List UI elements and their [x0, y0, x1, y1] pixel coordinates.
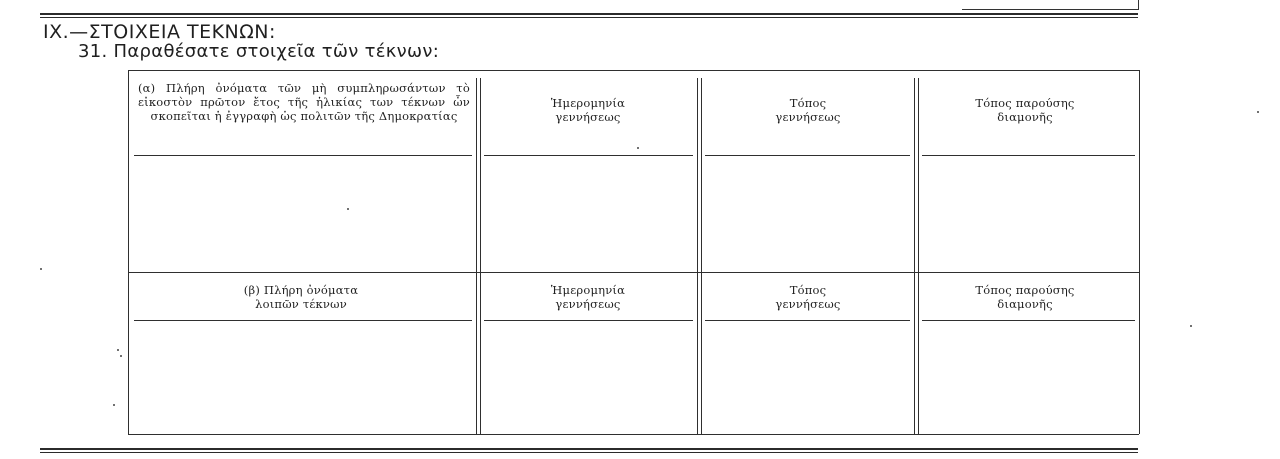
table-left-border	[128, 70, 129, 434]
col-divider	[701, 78, 702, 434]
birth-place-field[interactable]	[705, 160, 910, 268]
header-birth-place: Τόπος γεννήσεως	[775, 283, 841, 311]
question-31: 31. Παραθέσατε στοιχεῖα τῶν τέκνων:	[78, 41, 440, 62]
header-birth-date: Ἡμερομηνία γεννήσεως	[550, 96, 626, 124]
header-residence: Τόπος παρούσης διαμονῆς	[975, 96, 1075, 124]
header-other-children-names: (β) Πλήρη ὀνόματα λοιπῶν τέκνων	[243, 283, 359, 311]
header-underline	[922, 320, 1135, 321]
scan-speck	[117, 349, 119, 351]
scan-speck	[1257, 111, 1259, 113]
residence-field[interactable]	[922, 325, 1135, 430]
header-underline	[922, 155, 1135, 156]
scan-speck	[347, 208, 349, 210]
header-underline	[484, 155, 693, 156]
scan-speck	[637, 147, 639, 149]
header-underline	[705, 155, 910, 156]
col-divider	[914, 78, 915, 434]
top-rule	[40, 13, 1138, 15]
col-divider	[480, 78, 481, 434]
section-divider	[128, 272, 1139, 273]
birth-date-field[interactable]	[484, 160, 693, 268]
other-children-names-field[interactable]	[134, 325, 472, 430]
header-underline	[484, 320, 693, 321]
section-title: IX.—ΣΤΟΙΧΕΙΑ ΤΕΚΝΩΝ:	[43, 21, 276, 43]
scan-speck	[1190, 325, 1192, 327]
top-rule-thin	[40, 17, 1138, 18]
bottom-rule-thin	[40, 452, 1138, 453]
scan-speck	[40, 268, 42, 270]
header-birth-date: Ἡμερομηνία γεννήσεως	[550, 283, 626, 311]
top-box-edge	[962, 0, 1139, 10]
birth-date-field[interactable]	[484, 325, 693, 430]
header-birth-place: Τόπος γεννήσεως	[775, 96, 841, 124]
birth-place-field[interactable]	[705, 325, 910, 430]
residence-field[interactable]	[922, 160, 1135, 268]
table-right-border	[1139, 70, 1140, 434]
names-under-21-field[interactable]	[134, 160, 472, 268]
table-bottom-border	[128, 434, 1139, 435]
scan-speck	[113, 404, 115, 406]
table-top-border	[128, 70, 1139, 71]
col-divider	[918, 78, 919, 434]
scan-speck	[120, 355, 122, 357]
header-underline	[134, 155, 472, 156]
bottom-rule	[40, 448, 1138, 450]
header-names-under-21: (α) Πλήρη ὀνόματα τῶν μὴ συμπληρωσάντων τὸ εἰκοστὸν πρῶτον ἔτος τῆς ἡλικίας των τέκνων ὧν σκοπεῖται ἡ ἐγγραφὴ ὡς πολιτῶν τῆς Δημοκρατίας	[138, 81, 470, 123]
header-residence: Τόπος παρούσης διαμονῆς	[975, 283, 1075, 311]
col-divider	[476, 78, 477, 434]
col-divider	[697, 78, 698, 434]
header-underline	[134, 320, 472, 321]
header-underline	[705, 320, 910, 321]
